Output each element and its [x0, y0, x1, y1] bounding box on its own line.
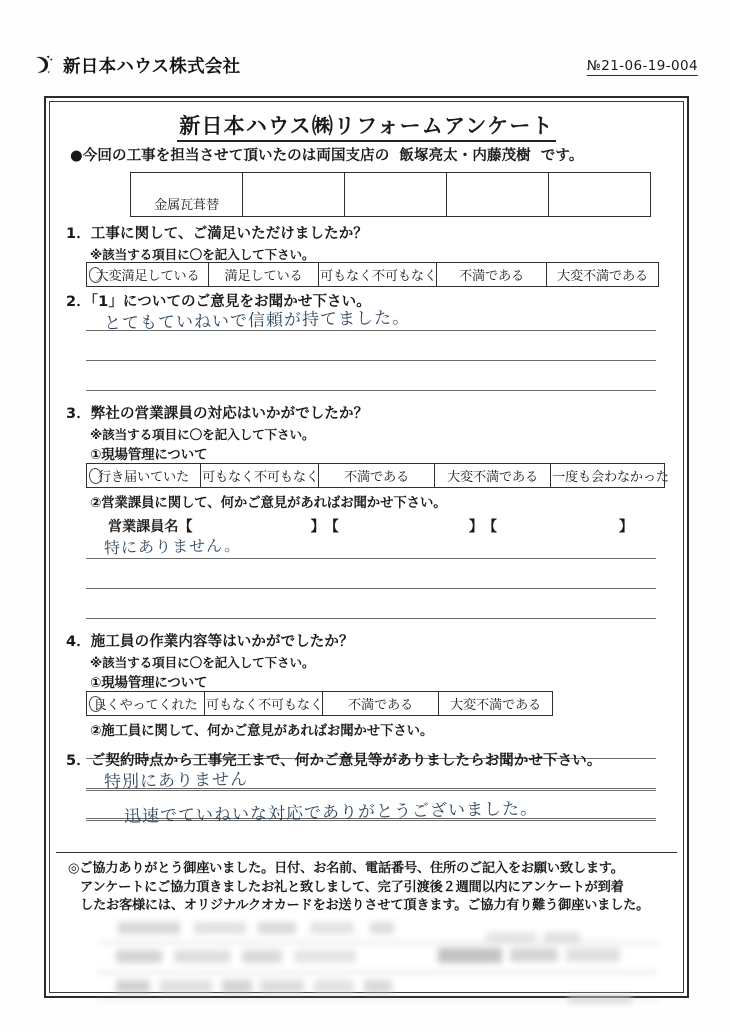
question-3-handwritten-answer: 特にありません。	[103, 535, 242, 558]
redacted-personal-information	[98, 920, 660, 1002]
question-3-text: 弊社の営業課員の対応はいかがでしたか？	[90, 406, 369, 422]
intro-text-before: 今回の工事を担当させて頂いたのは両国支店の	[82, 148, 390, 164]
writing-rule	[86, 360, 656, 361]
question-5-handwritten-answer-line-1: 特別にありません	[103, 769, 249, 793]
q3-option-0[interactable]	[87, 464, 201, 488]
question-3-options-table	[86, 463, 669, 488]
q1-option-3[interactable]: 不満である	[437, 263, 547, 287]
question-4-subheading-1: ①現場管理について	[90, 676, 208, 691]
footer-line-3: したお客様には、オリジナルクオカードをお送りさせて頂きます。ご協力有り難う御座いました。	[80, 898, 650, 914]
footer-line-2: アンケートにご協力頂きましたお礼と致しまして、完了引渡後２週間以内にアンケートが到着	[80, 879, 624, 895]
writing-rule	[86, 618, 656, 619]
question-1-text: 工事に関して、ご満足いただけましたか？	[90, 226, 368, 242]
question-4-subheading-2: ②施工員に関して、何かご意見があればお聞かせ下さい。	[90, 724, 434, 739]
question-3-subheading-2: ②営業課員に関して、何かご意見があればお聞かせ下さい。	[90, 496, 447, 511]
writing-rule	[86, 390, 656, 391]
bullet-icon: ●	[70, 148, 83, 164]
table-row	[87, 692, 553, 716]
bracket-close-2: 】	[468, 519, 483, 535]
question-4-number: 4．	[66, 634, 91, 650]
q3-option-0-label: 行き届いていた	[98, 470, 189, 485]
q4-option-0-label: 良くやってくれた	[93, 698, 198, 713]
q3-option-4[interactable]: 一度も会わなかった	[551, 464, 665, 488]
work-type-cell-4[interactable]	[447, 173, 549, 217]
table-row	[131, 173, 651, 217]
q3-option-2[interactable]: 不満である	[319, 464, 435, 488]
salesperson-label: 営業課員名	[108, 519, 179, 535]
letterhead	[32, 52, 698, 86]
swoosh-logo-icon	[32, 52, 58, 78]
question-4-note: ※該当する項目に〇を記入して下さい。	[90, 655, 315, 670]
page-title	[46, 110, 687, 140]
work-type-cell-3[interactable]	[345, 173, 447, 217]
q1-option-0-label: 大変満足している	[95, 269, 200, 284]
question-1-number: 1．	[66, 226, 91, 242]
q1-option-1[interactable]: 満足している	[209, 263, 319, 287]
page-title-text: 新日本ハウス㈱リフォームアンケート	[177, 114, 555, 142]
company-name: 新日本ハウス株式会社	[63, 56, 241, 77]
q4-option-1[interactable]: 可もなく不可もなく	[205, 692, 323, 716]
question-5-handwritten-answer-line-2: 迅速でていねいな対応でありがとうございました。	[123, 799, 539, 827]
question-3-note: ※該当する項目に〇を記入して下さい。	[90, 427, 315, 442]
question-4-options-table	[86, 691, 553, 716]
question-2-text: 「1」についてのご意見をお聞かせ下さい。	[90, 294, 371, 310]
company-logo	[32, 52, 240, 78]
question-5-number: 5．	[66, 753, 91, 769]
question-1-heading	[66, 222, 368, 243]
footer-line-1: ◎ご協力ありがとう御座いました。日付、お名前、電話番号、住所のご記入をお願い致します。	[68, 861, 624, 876]
intro-line	[70, 144, 583, 165]
q4-option-3[interactable]: 大変不満である	[439, 692, 553, 716]
footer-note	[68, 860, 673, 916]
assigned-staff-names: 飯塚亮太・内藤茂樹	[399, 148, 531, 164]
work-type-cell-1[interactable]: 金属瓦葺替	[131, 173, 243, 217]
question-4-text: 施工員の作業内容等はいかがでしたか？	[90, 634, 354, 650]
writing-rule	[86, 558, 656, 559]
question-1-note: ※該当する項目に〇を記入して下さい。	[90, 247, 315, 262]
work-type-cell-5[interactable]	[549, 173, 651, 217]
document-number: №21-06-19-004	[586, 58, 698, 74]
work-type-cell-2[interactable]	[243, 173, 345, 217]
question-2-number: 2．	[66, 294, 91, 310]
survey-form-frame	[44, 96, 689, 998]
footer-separator	[56, 852, 677, 853]
table-row	[87, 263, 659, 287]
question-2-handwritten-answer: とてもていねいで信頼が持てました。	[103, 308, 411, 334]
bracket-open-3: 【	[482, 519, 498, 535]
q1-option-4[interactable]: 大変不満である	[547, 263, 659, 287]
q3-option-1[interactable]: 可もなく不可もなく	[201, 464, 319, 488]
question-3-heading	[66, 402, 368, 423]
bracket-open-1: 【	[178, 519, 193, 535]
question-3-number: 3．	[66, 406, 91, 422]
intro-text-after: です。	[540, 148, 584, 164]
question-3-subheading-1: ①現場管理について	[90, 448, 208, 463]
question-4-heading	[66, 630, 354, 651]
writing-rule	[86, 588, 656, 589]
table-row	[87, 464, 665, 488]
question-1-options-table	[86, 262, 659, 287]
bracket-open-2: 【	[324, 519, 339, 535]
q1-option-2[interactable]: 可もなく不可もなく	[319, 263, 437, 287]
q4-option-2[interactable]: 不満である	[323, 692, 439, 716]
bracket-close-3: 】	[619, 519, 634, 535]
q4-option-0[interactable]	[87, 692, 205, 716]
bracket-close-1: 】	[310, 519, 325, 535]
question-5-text: ご契約時点から工事完工まで、何かご意見等がありましたらお聞かせ下さい。	[90, 753, 602, 769]
q3-option-3[interactable]: 大変不満である	[435, 464, 551, 488]
work-type-table	[130, 172, 651, 217]
q1-option-0[interactable]	[87, 263, 209, 287]
